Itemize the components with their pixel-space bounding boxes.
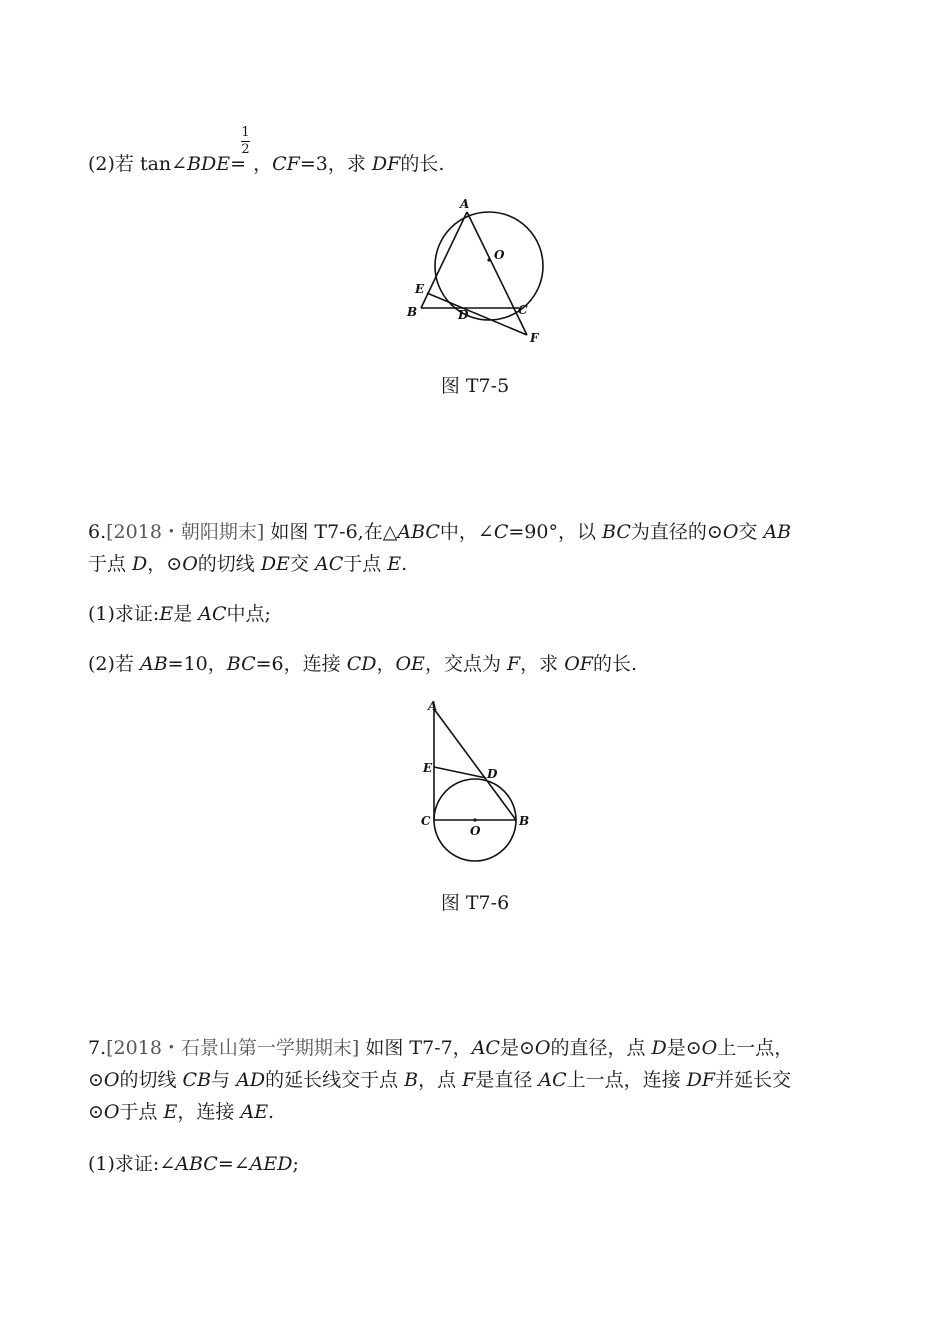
figure-t7-6 <box>0 695 950 875</box>
label-b: B <box>407 305 418 319</box>
label-o: O <box>470 824 481 838</box>
q6-part2: (2)若 AB=10，BC=6，连接 CD，OE，交点为 F，求 OF的长. <box>88 653 638 675</box>
label-d: D <box>487 767 498 781</box>
label-e: E <box>415 282 425 296</box>
q5-part2-text: (2)若 tan∠BDE= ，CF=3，求 DF的长. <box>88 153 445 175</box>
caption-t7-6: 图 T7-6 <box>440 892 510 914</box>
fraction-numerator: 1 <box>241 125 250 140</box>
q6-line1: 6.[2018・朝阳期末] 如图 T7-6,在△ABC中，∠C=90°，以 BC为直径的⊙O交 AB <box>88 521 792 543</box>
q7-part1: (1)求证:∠ABC=∠AED; <box>88 1153 299 1175</box>
q6-part1: (1)求证:E是 AC中点; <box>88 603 271 625</box>
label-f: F <box>530 331 539 345</box>
q6-line2: 于点 D，⊙O的切线 DE交 AC于点 E. <box>88 553 408 575</box>
label-e: E <box>423 761 433 775</box>
figure-t7-5 <box>0 180 950 540</box>
q7-line1: 7.[2018・石景山第一学期期末] 如图 T7-7，AC是⊙O的直径，点 D是⊙O上一点， <box>88 1037 794 1059</box>
segment-ab <box>434 709 516 820</box>
label-a: A <box>428 699 438 713</box>
caption-t7-5: 图 T7-5 <box>440 375 510 397</box>
label-a: A <box>460 197 470 211</box>
label-o: O <box>494 248 505 262</box>
label-b: B <box>519 814 530 828</box>
center-o <box>487 258 490 261</box>
center-o <box>473 818 476 821</box>
fraction-denominator: 2 <box>241 142 250 157</box>
label-c: C <box>518 303 528 317</box>
q7-line3: ⊙O于点 E，连接 AE. <box>88 1101 275 1123</box>
label-c: C <box>421 814 431 828</box>
label-d: D <box>458 308 469 322</box>
q7-line2: ⊙O的切线 CB与 AD的延长线交于点 B，点 F是直径 AC上一点，连接 DF并延长交 <box>88 1069 792 1091</box>
